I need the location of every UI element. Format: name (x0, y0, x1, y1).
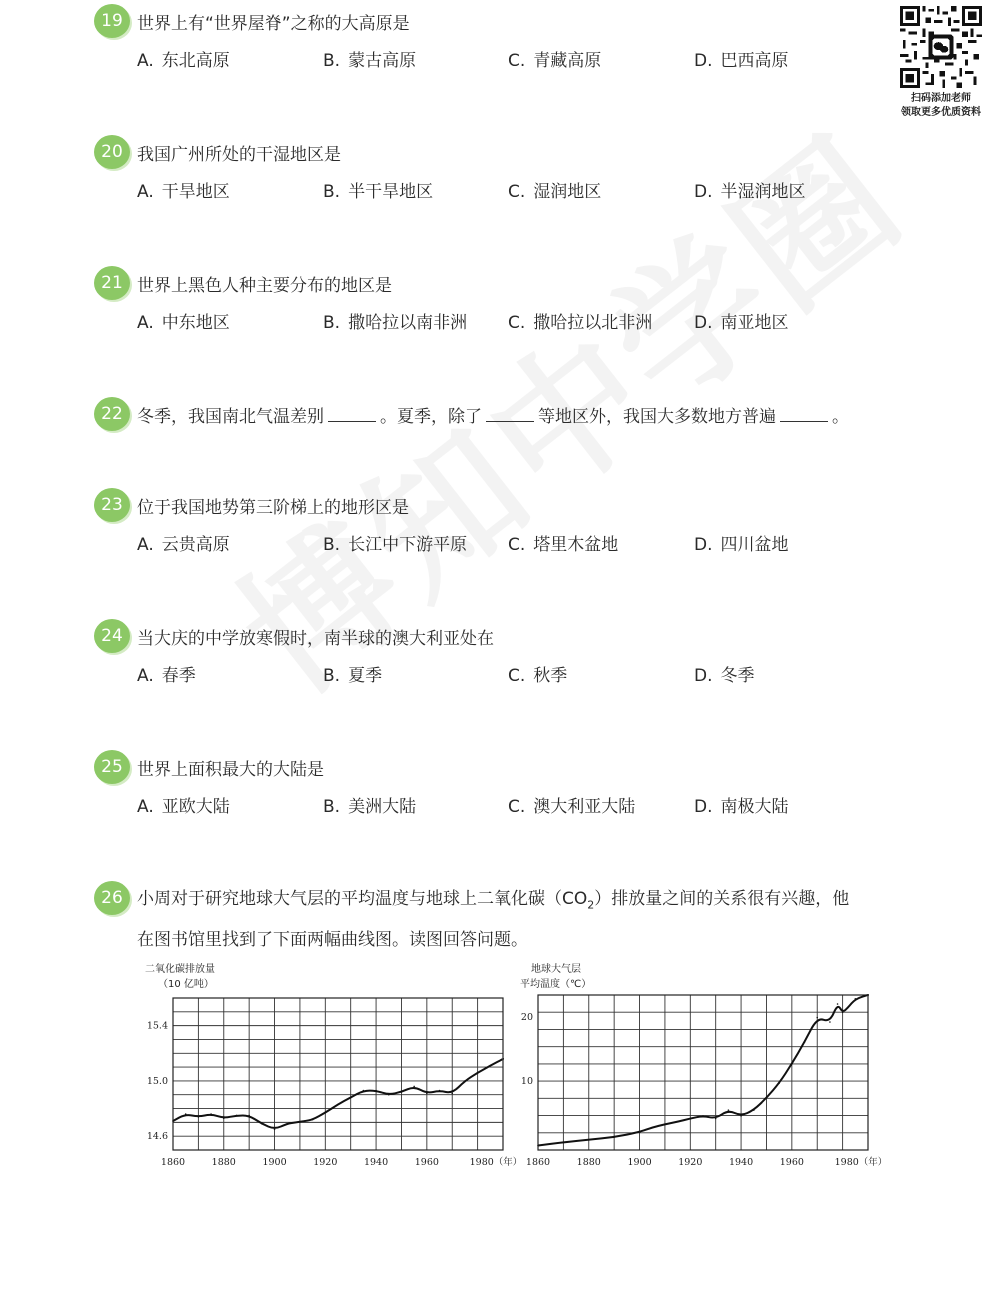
plot-frame (538, 995, 868, 1150)
x-tick-label: 1860 (525, 1157, 551, 1168)
data-point (639, 1131, 641, 1133)
data-point (477, 1072, 479, 1074)
data-point (286, 1123, 288, 1125)
chart-area (140, 958, 888, 1173)
option-a[interactable]: A. 中东地区 (137, 313, 230, 333)
option-b[interactable]: B. 夏季 (323, 666, 383, 686)
x-tick-label: 1920 (678, 1157, 703, 1168)
x-tick-label: 1940 (728, 1157, 754, 1168)
data-point (464, 1080, 466, 1082)
plot-frame (173, 998, 503, 1150)
data-point (325, 1112, 327, 1114)
data-point (223, 1117, 225, 1119)
data-point (651, 1127, 653, 1129)
y-tick-label: 15.4 (146, 1020, 168, 1032)
data-series-line (538, 995, 868, 1146)
question-number-badge: 22 (94, 397, 130, 431)
data-point (613, 1136, 615, 1138)
data-point (261, 1123, 263, 1125)
question-22 (94, 397, 894, 431)
question-stem-line-2: 在图书馆里找到了下面两幅曲线图。读图回答问题。 (137, 930, 528, 950)
answer-blank-3[interactable] (780, 407, 828, 422)
question-number-badge: 24 (94, 619, 130, 653)
answer-blank-2[interactable] (486, 407, 534, 422)
data-point (804, 1041, 806, 1043)
option-b[interactable]: B. 撒哈拉以南非洲 (323, 313, 468, 333)
data-point (172, 1120, 174, 1122)
data-point (588, 1139, 590, 1141)
option-list (94, 177, 894, 207)
data-point (388, 1094, 390, 1096)
option-list (94, 661, 894, 691)
question-number-badge: 23 (94, 488, 130, 522)
data-point (337, 1104, 339, 1106)
question-stem: 世界上黑色人种主要分布的地区是 (137, 275, 392, 296)
chart-title-line-2: 平均温度（℃） (520, 979, 592, 990)
option-a[interactable]: A. 干旱地区 (137, 182, 230, 202)
option-c[interactable]: C. 湿润地区 (508, 182, 602, 202)
data-point (413, 1086, 415, 1088)
data-point (236, 1115, 238, 1117)
x-tick-label: 1900 (262, 1157, 287, 1168)
y-tick-label: 10 (520, 1076, 533, 1088)
chart-title-line-1: 地球大气层 (531, 964, 581, 975)
y-tick-label: 14.6 (146, 1131, 168, 1143)
data-point (537, 1145, 539, 1147)
option-a[interactable]: A. 春季 (137, 666, 196, 686)
question-24 (94, 619, 894, 691)
data-point (210, 1113, 212, 1115)
qr-caption-line-1: 扫码添加老师 (911, 93, 971, 104)
data-point (677, 1121, 679, 1123)
co2-emission-chart (140, 958, 523, 1173)
chart-title-line-1: 二氧化碳排放量 (145, 964, 215, 975)
x-tick-label: 1960 (779, 1157, 804, 1168)
qr-code-image[interactable] (900, 6, 982, 88)
question-number-badge: 20 (94, 135, 130, 169)
question-number-badge: 21 (94, 266, 130, 300)
option-d[interactable]: D. 冬季 (694, 666, 755, 686)
question-stem: 冬季，我国南北气温差别 。夏季，除了 等地区外，我国大多数地方普遍 。 (137, 406, 849, 427)
data-point (363, 1090, 365, 1092)
x-tick-label: 1940 (363, 1157, 389, 1168)
option-list (94, 792, 894, 822)
data-point (248, 1115, 250, 1117)
option-a[interactable]: A. 亚欧大陆 (137, 797, 230, 817)
option-d[interactable]: D. 半湿润地区 (694, 182, 806, 202)
option-c[interactable]: C. 秋季 (508, 666, 568, 686)
question-21 (94, 266, 894, 338)
question-stem: 世界上有“世界屋脊”之称的大高原是 (137, 13, 410, 34)
qr-caption-line-2: 领取更多优质资料 (901, 107, 981, 118)
data-point (702, 1115, 704, 1117)
x-tick-label: 1880 (211, 1157, 236, 1168)
data-point (274, 1128, 276, 1130)
question-25 (94, 750, 894, 822)
data-point (728, 1109, 730, 1111)
option-b[interactable]: B. 美洲大陆 (323, 797, 417, 817)
x-tick-label: 1880 (576, 1157, 601, 1168)
data-point (451, 1093, 453, 1095)
data-point (753, 1109, 755, 1111)
data-point (563, 1141, 565, 1143)
option-a[interactable]: A. 云贵高原 (137, 535, 230, 555)
data-point (401, 1091, 403, 1093)
option-b[interactable]: B. 蒙古高原 (323, 51, 417, 71)
question-stem: 当大庆的中学放寒假时，南半球的澳大利亚处在 (137, 628, 494, 649)
data-point (312, 1119, 314, 1121)
question-19 (94, 4, 894, 76)
y-tick-label: 15.0 (146, 1075, 168, 1087)
question-20 (94, 135, 894, 207)
chart-title-line-2: （10 亿吨） (158, 979, 214, 990)
question-number-badge: 25 (94, 750, 130, 784)
option-b[interactable]: B. 半干旱地区 (323, 182, 434, 202)
data-point (664, 1123, 666, 1125)
data-point (690, 1118, 692, 1120)
option-c[interactable]: C. 澳大利亚大陆 (508, 797, 636, 817)
option-b[interactable]: B. 长江中下游平原 (323, 535, 468, 555)
temperature-chart (515, 958, 888, 1173)
data-point (198, 1116, 200, 1118)
data-point (426, 1093, 428, 1095)
question-number-badge: 26 (94, 881, 130, 915)
option-c[interactable]: C. 撒哈拉以北非洲 (508, 313, 653, 333)
data-point (502, 1058, 504, 1060)
data-point (304, 1120, 306, 1122)
y-tick-label: 20 (520, 1011, 533, 1023)
data-point (766, 1097, 768, 1099)
question-23 (94, 488, 894, 560)
data-point (829, 1021, 831, 1023)
data-point (294, 1122, 296, 1124)
data-point (715, 1118, 717, 1120)
data-point (791, 1063, 793, 1065)
data-point (842, 1012, 844, 1014)
data-point (490, 1065, 492, 1067)
option-c[interactable]: C. 青藏高原 (508, 51, 602, 71)
question-stem: 小周对于研究地球大气层的平均温度与地球上二氧化碳$(CO_2)$排放量之间的关系很有兴趣，他 (137, 889, 850, 912)
data-point (439, 1090, 441, 1092)
data-point (816, 1017, 818, 1019)
question-stem: 位于我国地势第三阶梯上的地形区是 (137, 497, 409, 518)
option-d[interactable]: D. 四川盆地 (694, 535, 789, 555)
data-point (867, 994, 869, 996)
option-list (94, 530, 894, 560)
data-point (855, 998, 857, 1000)
question-stem: 我国广州所处的干湿地区是 (137, 144, 341, 165)
option-a[interactable]: A. 东北高原 (137, 51, 230, 71)
x-tick-label: 1920 (313, 1157, 338, 1168)
option-list (94, 308, 894, 338)
x-tick-label: 1960 (414, 1157, 439, 1168)
data-point (778, 1082, 780, 1084)
option-list (94, 46, 894, 76)
data-point (375, 1090, 377, 1092)
qr-code-block[interactable] (895, 6, 987, 120)
x-tick-label: 1980（年） (834, 1157, 888, 1168)
data-point (740, 1115, 742, 1117)
option-d[interactable]: D. 南极大陆 (694, 797, 789, 817)
answer-blank-1[interactable] (328, 407, 376, 422)
question-number-badge: 19 (94, 4, 130, 38)
x-tick-label: 1900 (627, 1157, 652, 1168)
x-tick-label: 1860 (160, 1157, 186, 1168)
data-point (847, 1007, 849, 1009)
data-point (185, 1113, 187, 1115)
option-c[interactable]: C. 塔里木盆地 (508, 535, 619, 555)
x-tick-label: 1980（年） (469, 1157, 523, 1168)
option-d[interactable]: D. 南亚地区 (694, 313, 789, 333)
data-series-line (173, 1059, 503, 1128)
question-stem: 世界上面积最大的大陆是 (137, 759, 324, 780)
option-d[interactable]: D. 巴西高原 (694, 51, 789, 71)
data-point (837, 1003, 839, 1005)
data-point (350, 1097, 352, 1099)
question-26 (94, 881, 894, 950)
